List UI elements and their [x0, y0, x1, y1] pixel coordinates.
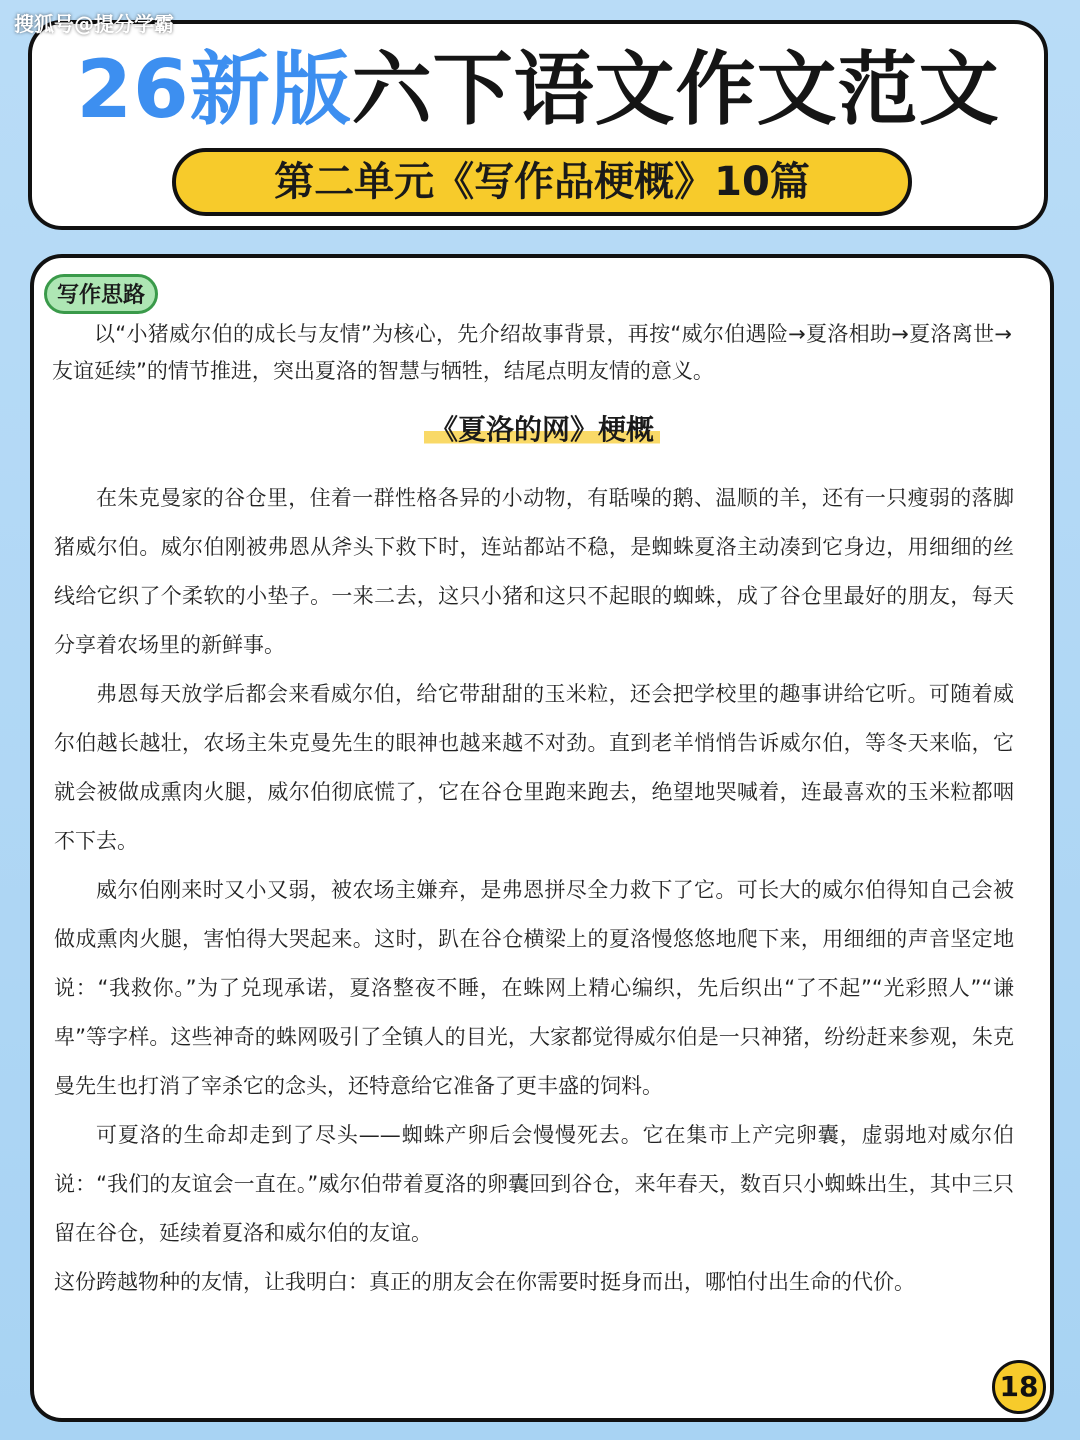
- content-card: [30, 254, 1054, 1422]
- section-tag: 写作思路: [44, 274, 158, 314]
- header-card: [28, 20, 1048, 230]
- intro-text: 以“小猪威尔伯的成长与友情”为核心，先介绍故事背景，再按“威尔伯遇险→夏洛相助→夏洛离世→友谊延续”的情节推进，突出夏洛的智慧与牺牲，结尾点明友情的意义。: [52, 322, 1012, 383]
- subtitle-pill: 第二单元《写作品梗概》10篇: [172, 148, 912, 216]
- main-title: [32, 42, 1044, 138]
- page-number-badge: 18: [992, 1360, 1046, 1414]
- essay-title: [34, 410, 1050, 450]
- essay-paragraph: 可夏洛的生命却走到了尽头——蜘蛛产卵后会慢慢死去。它在集市上产完卵囊，虚弱地对威尔伯说：“我们的友谊会一直在。”威尔伯带着夏洛的卵囊回到谷仓，来年春天，数百只小蜘蛛出生，其中三只留在谷仓，延续着夏洛和威尔伯的友谊。: [54, 1123, 1014, 1245]
- main-title-highlight: 26新版: [76, 43, 352, 136]
- main-title-rest: 六下语文作文范文: [351, 43, 1000, 136]
- essay-conclusion: 这份跨越物种的友情，让我明白：真正的朋友会在你需要时挺身而出，哪怕付出生命的代价。: [54, 1270, 915, 1294]
- essay-body: [54, 474, 1014, 1307]
- essay-paragraph: 弗恩每天放学后都会来看威尔伯，给它带甜甜的玉米粒，还会把学校里的趣事讲给它听。可随着威尔伯越长越壮，农场主朱克曼先生的眼神也越来越不对劲。直到老羊悄悄告诉威尔伯，等冬天来临，它就会被做成熏肉火腿，威尔伯彻底慌了，它在谷仓里跑来跑去，绝望地哭喊着，连最喜欢的玉米粒都咽不下去。: [54, 682, 1014, 853]
- essay-paragraph: 在朱克曼家的谷仓里，住着一群性格各异的小动物，有聒噪的鹅、温顺的羊，还有一只瘦弱的落脚猪威尔伯。威尔伯刚被弗恩从斧头下救下时，连站都站不稳，是蜘蛛夏洛主动凑到它身边，用细细的丝线给它织了个柔软的小垫子。一来二去，这只小猪和这只不起眼的蜘蛛，成了谷仓里最好的朋友，每天分享着农场里的新鲜事。: [54, 486, 1014, 657]
- essay-title-text: 《夏洛的网》梗概: [424, 413, 660, 446]
- watermark: 搜狐号@提分学霸: [14, 12, 174, 36]
- essay-paragraph: 威尔伯刚来时又小又弱，被农场主嫌弃，是弗恩拼尽全力救下了它。可长大的威尔伯得知自己会被做成熏肉火腿，害怕得大哭起来。这时，趴在谷仓横梁上的夏洛慢悠悠地爬下来，用细细的声音坚定地说：“我救你。”为了兑现承诺，夏洛整夜不睡，在蛛网上精心编织，先后织出“了不起”“光彩照人”“谦卑”等字样。这些神奇的蛛网吸引了全镇人的目光，大家都觉得威尔伯是一只神猪，纷纷赶来参观，朱克曼先生也打消了宰杀它的念头，还特意给它准备了更丰盛的饲料。: [54, 878, 1014, 1098]
